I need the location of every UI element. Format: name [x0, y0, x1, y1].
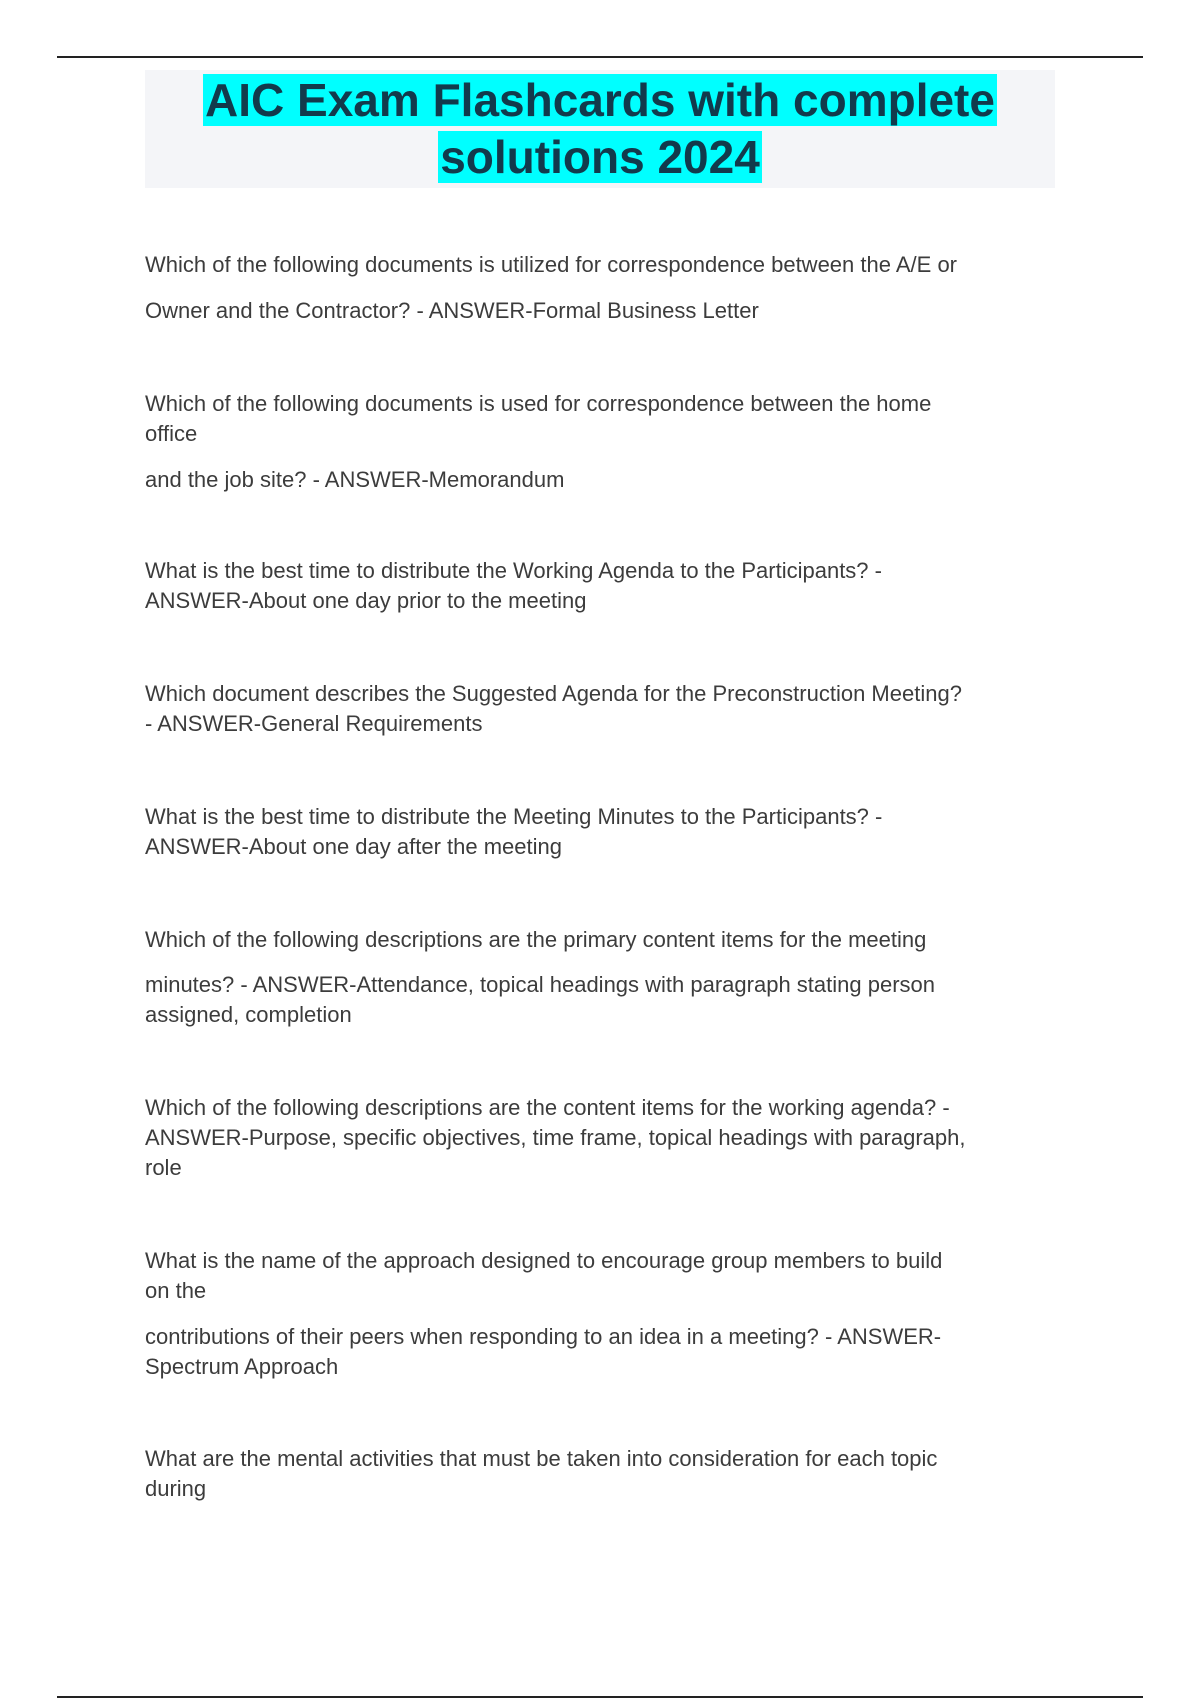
card-6-line-1: Which of the following descriptions are the primary content items for the meeting	[145, 927, 927, 952]
bottom-rule	[57, 1696, 1143, 1698]
card-8-line-1: What is the name of the approach designed to encourage group members to build	[145, 1248, 943, 1273]
title-line-1: AIC Exam Flashcards with complete	[205, 74, 995, 126]
card-3-line-2: ANSWER-About one day prior to the meeting	[145, 588, 587, 613]
card-5-line-2: ANSWER-About one day after the meeting	[145, 834, 562, 859]
card-1-line-2: Owner and the Contractor? - ANSWER-Formal Business Letter	[145, 298, 759, 323]
card-2-line-1: Which of the following documents is used for correspondence between the home	[145, 391, 932, 416]
card-8-line-3: contributions of their peers when responding to an idea in a meeting? - ANSWER-	[145, 1324, 942, 1349]
card-1-line-1: Which of the following documents is utilized for correspondence between the A/E or	[145, 252, 958, 277]
top-rule	[57, 56, 1143, 58]
page-title	[145, 70, 1055, 186]
title-line-2: solutions 2024	[440, 131, 760, 183]
card-2-line-2: office	[145, 421, 198, 446]
card-2-line-3: and the job site? - ANSWER-Memorandum	[145, 467, 565, 492]
card-6-line-2: minutes? - ANSWER-Attendance, topical headings with paragraph stating person	[145, 972, 935, 997]
card-5-line-1: What is the best time to distribute the Meeting Minutes to the Participants? -	[145, 804, 883, 829]
card-6-line-3: assigned, completion	[145, 1002, 352, 1027]
card-8-line-2: on the	[145, 1278, 207, 1303]
card-4-line-2: - ANSWER-General Requirements	[145, 711, 483, 736]
card-4-line-1: Which document describes the Suggested Agenda for the Preconstruction Meeting?	[145, 681, 962, 706]
title-box	[145, 70, 1055, 188]
card-7-line-2: ANSWER-Purpose, specific objectives, time frame, topical headings with paragraph,	[145, 1125, 966, 1150]
card-7-line-3: role	[145, 1155, 182, 1180]
card-3-line-1: What is the best time to distribute the Working Agenda to the Participants? -	[145, 558, 882, 583]
card-7-line-1: Which of the following descriptions are the content items for the working agenda? -	[145, 1095, 950, 1120]
card-9-line-1: What are the mental activities that must be taken into consideration for each topic	[145, 1446, 938, 1471]
card-9-line-2: during	[145, 1476, 207, 1501]
card-8-line-4: Spectrum Approach	[145, 1354, 339, 1379]
